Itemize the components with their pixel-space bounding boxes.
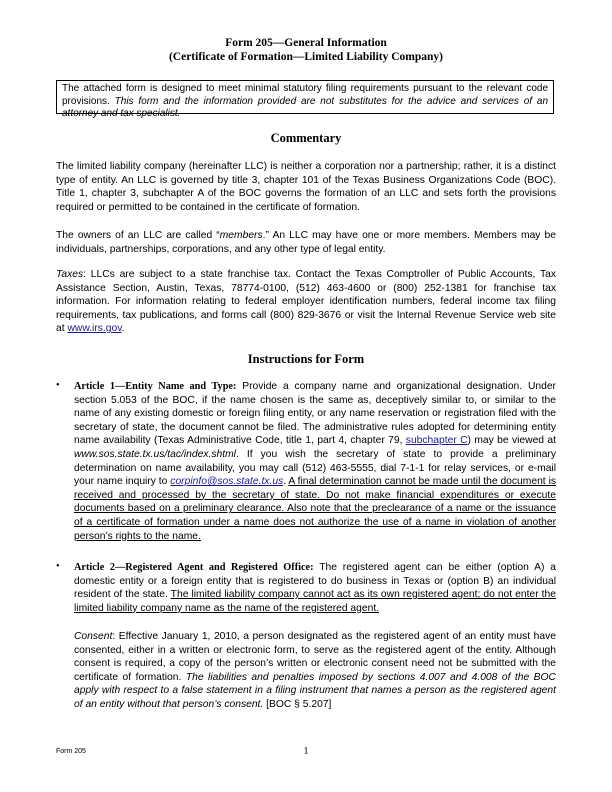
article-2-paragraph — [74, 561, 556, 615]
consent-citation: [BOC § 5.207] — [263, 698, 332, 710]
p2-text-a: The owners of an LLC are called “ — [56, 230, 220, 241]
consent-paragraph — [74, 630, 556, 712]
article-2-label: Article 2—Registered Agent and Registered Office: — [74, 562, 314, 573]
article-1-text-a: Provide a company name and organizational designation. Under section 5.053 of the BOC, if the name chosen is the same as, deceptively similar to, or similar to the name of any existing domestic or foreign filing entity, or any name reservation or registration filed with the secretary of state, the document cannot be filed. The administrative rules adopted for determining entity name availability (Texas Administrative Code, title 1, part 4, chapter 79, — [74, 381, 556, 447]
article-2-warning: The limited liability company cannot act as its own registered agent; do not enter the limited liability company name as the name of the registered agent. — [74, 589, 556, 614]
consent-label: Consent — [74, 631, 113, 642]
commentary-paragraph-taxes — [56, 268, 556, 336]
consent-text: : Effective January 1, 2010, a person designated as the registered agent of an entity must have consented, either in a written or electronic form, to serve as the registered agent of the entity. Although consent is required, a copy of the person’s written or electronic consent need not be submitted with the certificate of formation. — [74, 631, 556, 683]
article-1-warning: A final determination cannot be made until the document is received and processed by the secretary of state. Do not make financial expenditures or execute documents based on a preliminary clearance. Also note that the preclearance of a name or the issuance of a certificate of formation under a name does not authorize the use of a name in violation of another person’s rights to the name. — [74, 476, 557, 542]
notice-text: The attached form is designed to meet minimal statutory filing requirements pursuant to the relevant code provisions. — [62, 83, 548, 107]
article-1-text-b: ) may be viewed at — [467, 435, 556, 447]
taxes-label: Taxes — [56, 269, 84, 280]
page-number: 1 — [303, 746, 309, 757]
consent-liabilities: The liabilities and penalties imposed by sections 4.007 and 4.008 of the BOC apply with respect to a false statement in a filing instrument that names a person as the registered agent of an entity without that person’s consent. — [74, 671, 556, 710]
irs-link[interactable]: www.irs.gov — [67, 323, 122, 335]
commentary-paragraph-1: The limited liability company (hereinafter LLC) is neither a corporation nor a partnership; rather, it is a distinct type of entity. An LLC is governed by title 3, chapter 101 of the Texas Business Organizations Code (BOC). Title 1, chapter 3, subchapter A of the BOC governs the formation of an LLC and sets forth the provisions required or permitted to be contained in the certificate of formation. — [56, 161, 556, 213]
bullet-article-1: • — [56, 380, 60, 391]
footer-form-label: Form 205 — [56, 748, 86, 755]
commentary-heading: Commentary — [270, 131, 342, 145]
taxes-text: : LLCs are subject to a state franchise tax. Contact the Texas Comptroller of Public Accounts, Tax Assistance Section, Austin, Texas, 78774-0100, (512) 463-4600 or (800) 252-1381 for franchise tax information. For information relating to federal employer identification numbers, federal income tax filing requirements, tax publications, and forms call (800) 829-3676 or visit the Internal Revenue Service web site at — [56, 269, 556, 335]
instructions-heading: Instructions for Form — [247, 352, 365, 366]
article-1-label: Article 1—Entity Name and Type: — [74, 381, 237, 392]
article-1-text-d: . — [283, 476, 289, 488]
bullet-article-2: • — [56, 561, 60, 572]
subchapter-c-link[interactable]: subchapter C — [405, 435, 468, 447]
commentary-paragraph-2 — [56, 229, 556, 256]
p2-text-b: .” An LLC may have one or more members. Members may be individuals, partnerships, corporations, and any other type of legal entity. — [56, 230, 557, 255]
taxes-end: . — [121, 323, 125, 335]
notice-box — [56, 80, 554, 119]
corpinfo-email-link[interactable]: corpinfo@sos.state.tx.us — [170, 476, 284, 488]
tac-url: www.sos.state.tx.us/tac/index.shtml — [74, 448, 236, 460]
article-1-text-c: . If you wish the secretary of state to provide a preliminary determination on name availability, you may call (512) 463-5555, dial 7-1-1 for relay services, or e-mail your name inquiry to — [74, 448, 556, 488]
form-title: Form 205—General Information — [225, 37, 387, 49]
article-2-text: The registered agent can be either (option A) a domestic entity or a foreign entity that is registered to do business in Texas or (option B) an individual resident of the state. — [74, 562, 556, 601]
article-1-paragraph — [74, 380, 556, 543]
form-subtitle: (Certificate of Formation—Limited Liability Company) — [168, 51, 444, 63]
members-term: members — [219, 230, 263, 241]
notice-disclaimer: This form and the information provided are not substitutes for the advice and services of an attorney and tax specialist. — [62, 95, 549, 119]
